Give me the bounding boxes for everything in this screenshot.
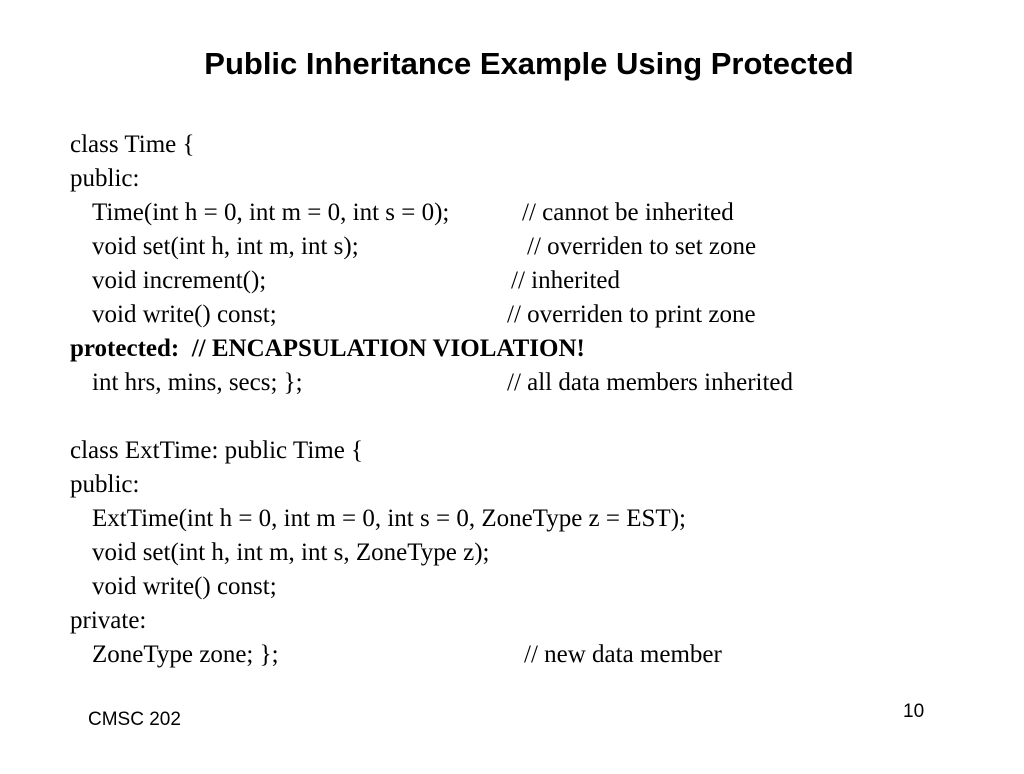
code-text: void increment(); bbox=[92, 267, 267, 294]
code-text: class ExtTime: public Time { bbox=[70, 437, 364, 464]
code-text: public: bbox=[70, 471, 140, 498]
code-line bbox=[70, 502, 1000, 536]
code-comment: // all data members inherited bbox=[507, 369, 794, 396]
code-text: void set(int h, int m, int s); bbox=[92, 233, 359, 260]
slide-title: Public Inheritance Example Using Protected bbox=[204, 46, 854, 81]
encapsulation-warning: protected: // ENCAPSULATION VIOLATION! bbox=[70, 335, 585, 362]
code-block bbox=[70, 128, 1000, 672]
blank-line bbox=[70, 400, 1000, 434]
code-line bbox=[70, 230, 1000, 264]
slide-page-number: 10 bbox=[903, 701, 925, 722]
code-line bbox=[70, 570, 1000, 604]
code-line bbox=[70, 162, 1000, 196]
code-line bbox=[70, 196, 1000, 230]
code-text: ExtTime(int h = 0, int m = 0, int s = 0, ZoneType z = EST); bbox=[92, 505, 686, 532]
code-line bbox=[70, 434, 1000, 468]
code-text: public: bbox=[70, 165, 140, 192]
code-text: void write() const; bbox=[92, 301, 277, 328]
code-comment: // overriden to print zone bbox=[507, 301, 756, 328]
code-line bbox=[70, 468, 1000, 502]
code-line bbox=[70, 366, 1000, 400]
code-text: int hrs, mins, secs; }; bbox=[92, 369, 303, 396]
code-line bbox=[70, 536, 1000, 570]
code-text: void write() const; bbox=[92, 573, 277, 600]
code-line bbox=[70, 264, 1000, 298]
code-line bbox=[70, 332, 1000, 366]
code-text: private: bbox=[70, 607, 147, 634]
code-text: void set(int h, int m, int s, ZoneType z); bbox=[92, 539, 490, 566]
code-text: Time(int h = 0, int m = 0, int s = 0); bbox=[92, 199, 450, 226]
code-line bbox=[70, 604, 1000, 638]
code-line bbox=[70, 638, 1000, 672]
code-line bbox=[70, 128, 1000, 162]
code-line bbox=[70, 298, 1000, 332]
code-comment: // new data member bbox=[524, 641, 722, 668]
code-comment: // cannot be inherited bbox=[522, 199, 734, 226]
code-comment: // overriden to set zone bbox=[527, 233, 757, 260]
code-text: class Time { bbox=[70, 131, 195, 158]
code-text: ZoneType zone; }; bbox=[92, 641, 279, 668]
footer-course-label: CMSC 202 bbox=[88, 709, 181, 730]
code-comment: // inherited bbox=[511, 267, 620, 294]
